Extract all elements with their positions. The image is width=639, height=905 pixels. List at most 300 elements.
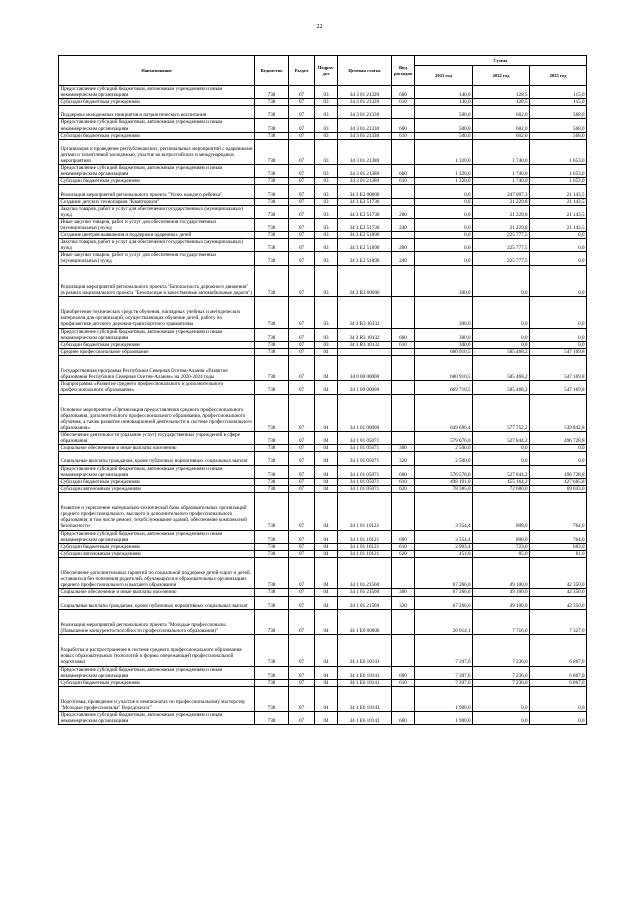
row-target-article: 34 3 01 21330 bbox=[338, 119, 392, 132]
row-section: 07 bbox=[289, 543, 315, 550]
row-section: 07 bbox=[289, 341, 315, 348]
row-subsection: 03 bbox=[315, 265, 338, 297]
row-section: 07 bbox=[289, 589, 315, 596]
row-sum-2022: 49 100,0 bbox=[473, 589, 530, 596]
row-expense-type: 200 bbox=[392, 239, 415, 252]
row-section: 07 bbox=[289, 686, 315, 711]
row-sum-2023: 547 169,8 bbox=[530, 355, 587, 380]
row-department: 738 bbox=[255, 530, 289, 543]
row-sum-2021: 300,0 bbox=[415, 341, 473, 348]
row-target-article: 34 3 01 21320 bbox=[338, 86, 392, 99]
table-row bbox=[59, 589, 587, 596]
row-expense-type bbox=[392, 232, 415, 239]
row-sum-2021: 680 910,5 bbox=[415, 355, 473, 380]
row-subsection: 04 bbox=[315, 530, 338, 543]
header-year-2023: 2023 год bbox=[530, 66, 587, 86]
row-sum-2021: 576 576,0 bbox=[415, 465, 473, 478]
row-target-article: 34 1 01 21560 bbox=[338, 589, 392, 596]
row-subsection: 03 bbox=[315, 297, 338, 329]
row-target-article: 34 1 01 05071 bbox=[338, 485, 392, 492]
row-target-article: 34 1 01 21560 bbox=[338, 596, 392, 609]
row-expense-type: 600 bbox=[392, 86, 415, 99]
row-subsection: 03 bbox=[315, 252, 338, 265]
row-expense-type: 320 bbox=[392, 452, 415, 465]
row-target-article: 34 3 E2 00000 bbox=[338, 185, 392, 198]
row-sum-2022: 1 740,0 bbox=[473, 165, 530, 178]
row-expense-type: 200 bbox=[392, 205, 415, 218]
row-expense-type: 610 bbox=[392, 543, 415, 550]
row-sum-2021: 498 191,0 bbox=[415, 478, 473, 485]
row-name: Предоставление субсидий бюджетным, автономным учреждениям и иным некоммерческим организациям bbox=[59, 86, 255, 99]
row-sum-2021: 500,0 bbox=[415, 119, 473, 132]
row-section: 07 bbox=[289, 205, 315, 218]
row-sum-2022: 0,0 bbox=[473, 328, 530, 341]
row-name: Реализация мероприятий регионального проекта "Безопасность дорожного движения" (в рамках национального проекта "Безопасные и качественные автомобильные дороги") bbox=[59, 265, 255, 297]
row-sum-2021: 649 696,4 bbox=[415, 394, 473, 432]
table-row bbox=[59, 328, 587, 341]
row-department: 738 bbox=[255, 609, 289, 634]
row-name: Приобретение технических средств обучения, наглядных учебных и методических материалов для организаций, осуществляющих обучение детей, работу по профилактике детского дорожно-транспортного травматизма bbox=[59, 297, 255, 329]
row-sum-2023: 21 143,5 bbox=[530, 218, 587, 231]
row-subsection: 04 bbox=[315, 432, 338, 445]
row-name: Иные закупки товаров, работ и услуг для обеспечения государственных (муниципальных) нужд bbox=[59, 252, 255, 265]
row-sum-2021: 300,0 bbox=[415, 265, 473, 297]
row-sum-2022: 128,5 bbox=[473, 86, 530, 99]
table-row bbox=[59, 178, 587, 185]
row-sum-2023: 21 143,5 bbox=[530, 198, 587, 205]
row-sum-2022: 7 716,0 bbox=[473, 609, 530, 634]
row-section: 07 bbox=[289, 557, 315, 589]
row-target-article: 34 3 01 21330 bbox=[338, 132, 392, 139]
row-target-article: 34 1 E6 10143 bbox=[338, 686, 392, 711]
row-expense-type bbox=[392, 198, 415, 205]
row-sum-2023: 0,0 bbox=[530, 445, 587, 452]
row-sum-2022: 225 777,5 bbox=[473, 239, 530, 252]
row-sum-2023: 0,0 bbox=[530, 265, 587, 297]
table-row bbox=[59, 432, 587, 445]
row-expense-type bbox=[392, 686, 415, 711]
row-department: 738 bbox=[255, 239, 289, 252]
row-sum-2022: 7 236,0 bbox=[473, 666, 530, 679]
row-expense-type bbox=[392, 557, 415, 589]
row-subsection: 03 bbox=[315, 165, 338, 178]
row-expense-type bbox=[392, 106, 415, 119]
row-sum-2023: 0,0 bbox=[530, 239, 587, 252]
row-target-article bbox=[338, 348, 392, 355]
row-expense-type: 240 bbox=[392, 218, 415, 231]
row-sum-2023: 0,0 bbox=[530, 232, 587, 239]
row-expense-type: 610 bbox=[392, 679, 415, 686]
row-sum-2023: 21 143,5 bbox=[530, 205, 587, 218]
row-target-article: 34 1 E6 10141 bbox=[338, 679, 392, 686]
table-row bbox=[59, 165, 587, 178]
row-sum-2022: 808,0 bbox=[473, 530, 530, 543]
row-target-article: 34 1 01 21560 bbox=[338, 557, 392, 589]
row-subsection: 04 bbox=[315, 609, 338, 634]
row-sum-2021: 67 266,0 bbox=[415, 557, 473, 589]
row-department: 738 bbox=[255, 297, 289, 329]
row-name: Государственная программа Республики Северная Осетия-Алания «Развитие образования Республики Северная Осетия-Алания» на 2020-2024 годы bbox=[59, 355, 255, 380]
row-sum-2021: 1 320,0 bbox=[415, 139, 473, 164]
row-department: 738 bbox=[255, 86, 289, 99]
row-subsection: 04 bbox=[315, 381, 338, 394]
table-row bbox=[59, 635, 587, 667]
table-row bbox=[59, 185, 587, 198]
row-subsection: 03 bbox=[315, 239, 338, 252]
table-row bbox=[59, 666, 587, 679]
row-sum-2021: 2 500,0 bbox=[415, 452, 473, 465]
row-section: 07 bbox=[289, 394, 315, 432]
row-name: Субсидии бюджетным учреждениям bbox=[59, 478, 255, 485]
row-department: 738 bbox=[255, 198, 289, 205]
row-sum-2023: 7 327,0 bbox=[530, 609, 587, 634]
row-name: Разработка и распространение в системе среднего профессионального образования новых образовательных технологий и формы опережающей профессиональной подготовки bbox=[59, 635, 255, 667]
row-subsection: 03 bbox=[315, 139, 338, 164]
row-sum-2022: 585 468,2 bbox=[473, 348, 530, 355]
row-name: Субсидии бюджетным учреждениям bbox=[59, 178, 255, 185]
row-sum-2022: 0,0 bbox=[473, 341, 530, 348]
row-expense-type bbox=[392, 492, 415, 530]
row-name: Субсидии автономным учреждениям bbox=[59, 550, 255, 557]
row-expense-type bbox=[392, 609, 415, 634]
row-sum-2021: 669 710,5 bbox=[415, 381, 473, 394]
table-row bbox=[59, 712, 587, 725]
row-name: Субсидии бюджетным учреждениям bbox=[59, 543, 255, 550]
row-sum-2023: 1 653,0 bbox=[530, 178, 587, 185]
row-sum-2021: 451,0 bbox=[415, 550, 473, 557]
table-row bbox=[59, 265, 587, 297]
row-subsection: 04 bbox=[315, 355, 338, 380]
table-row bbox=[59, 106, 587, 119]
row-department: 738 bbox=[255, 381, 289, 394]
table-row bbox=[59, 445, 587, 452]
row-subsection: 04 bbox=[315, 348, 338, 355]
row-section: 07 bbox=[289, 530, 315, 543]
row-name: Социальные выплаты гражданам, кроме публичных нормативных социальных выплат bbox=[59, 596, 255, 609]
row-sum-2023: 0,0 bbox=[530, 712, 587, 725]
row-subsection: 03 bbox=[315, 328, 338, 341]
table-row bbox=[59, 478, 587, 485]
row-section: 07 bbox=[289, 106, 315, 119]
row-sum-2021: 0,0 bbox=[415, 239, 473, 252]
table-row bbox=[59, 198, 587, 205]
row-expense-type: 600 bbox=[392, 712, 415, 725]
row-department: 738 bbox=[255, 712, 289, 725]
row-sum-2021: 500,0 bbox=[415, 132, 473, 139]
row-section: 07 bbox=[289, 666, 315, 679]
row-name: Предоставление субсидий бюджетным, автономным учреждениям и иным некоммерческим организациям bbox=[59, 165, 255, 178]
row-expense-type: 610 bbox=[392, 99, 415, 106]
row-expense-type bbox=[392, 139, 415, 164]
row-subsection: 03 bbox=[315, 218, 338, 231]
row-section: 07 bbox=[289, 252, 315, 265]
row-name: Иные закупки товаров, работ и услуг для обеспечения государственных (муниципальных) нужд bbox=[59, 218, 255, 231]
row-expense-type: 610 bbox=[392, 178, 415, 185]
row-name: Обеспечение деятельности (оказание услуг) государственных учреждений в сфере образования bbox=[59, 432, 255, 445]
row-target-article: 34 3 R3 10132 bbox=[338, 341, 392, 348]
row-name: Создание детских технопарков "Кванториум" bbox=[59, 198, 255, 205]
row-target-article: 34 1 01 10121 bbox=[338, 530, 392, 543]
row-subsection: 04 bbox=[315, 557, 338, 589]
row-sum-2022: 0,0 bbox=[473, 452, 530, 465]
row-sum-2022: 7 236,0 bbox=[473, 635, 530, 667]
row-subsection: 04 bbox=[315, 589, 338, 596]
row-sum-2021: 140,0 bbox=[415, 99, 473, 106]
row-target-article: 34 1 01 05071 bbox=[338, 445, 392, 452]
table-row bbox=[59, 252, 587, 265]
row-expense-type: 600 bbox=[392, 328, 415, 341]
row-section: 07 bbox=[289, 550, 315, 557]
row-expense-type bbox=[392, 297, 415, 329]
budget-table bbox=[58, 55, 587, 725]
row-sum-2021: 67 266,0 bbox=[415, 596, 473, 609]
row-department: 738 bbox=[255, 218, 289, 231]
row-name: Социальное обеспечение и иные выплаты населению bbox=[59, 589, 255, 596]
row-sum-2021: 20 014,1 bbox=[415, 609, 473, 634]
row-target-article: 34 3 E2 51890 bbox=[338, 239, 392, 252]
row-department: 738 bbox=[255, 348, 289, 355]
row-sum-2023: 683,0 bbox=[530, 543, 587, 550]
row-sum-2022: 72 680,0 bbox=[473, 485, 530, 492]
row-department: 738 bbox=[255, 205, 289, 218]
row-name: Субсидии бюджетным учреждениям bbox=[59, 99, 255, 106]
row-expense-type bbox=[392, 355, 415, 380]
header-subsection: Подраз-дел bbox=[315, 56, 338, 86]
table-row bbox=[59, 239, 587, 252]
row-subsection: 04 bbox=[315, 465, 338, 478]
row-subsection: 03 bbox=[315, 99, 338, 106]
row-subsection: 03 bbox=[315, 106, 338, 119]
row-sum-2021: 7 397,0 bbox=[415, 666, 473, 679]
row-sum-2023: 6 867,0 bbox=[530, 635, 587, 667]
row-section: 07 bbox=[289, 328, 315, 341]
row-name: Среднее профессиональное образование bbox=[59, 348, 255, 355]
row-name: Социальные выплаты гражданам, кроме публичных нормативных социальных выплат bbox=[59, 452, 255, 465]
table-row bbox=[59, 132, 587, 139]
row-target-article: 34 3 E2 51730 bbox=[338, 205, 392, 218]
row-sum-2023: 0,0 bbox=[530, 686, 587, 711]
row-expense-type: 320 bbox=[392, 596, 415, 609]
row-sum-2022: 1 740,0 bbox=[473, 178, 530, 185]
row-sum-2021: 7 397,0 bbox=[415, 635, 473, 667]
row-sum-2022: 0,0 bbox=[473, 265, 530, 297]
row-sum-2021: 500,0 bbox=[415, 106, 473, 119]
row-target-article: 34 0 00 00000 bbox=[338, 355, 392, 380]
row-sum-2022: 0,0 bbox=[473, 445, 530, 452]
row-section: 07 bbox=[289, 265, 315, 297]
row-sum-2022: 247 007,3 bbox=[473, 185, 530, 198]
table-row bbox=[59, 679, 587, 686]
row-target-article: 34 1 01 00000 bbox=[338, 394, 392, 432]
row-target-article: 34 1 01 10121 bbox=[338, 492, 392, 530]
row-sum-2022: 585 468,2 bbox=[473, 381, 530, 394]
row-department: 738 bbox=[255, 119, 289, 132]
row-target-article: 34 3 01 21380 bbox=[338, 139, 392, 164]
row-sum-2023: 764,0 bbox=[530, 530, 587, 543]
row-sum-2022: 21 229,8 bbox=[473, 198, 530, 205]
header-section: Раздел bbox=[289, 56, 315, 86]
row-section: 07 bbox=[289, 348, 315, 355]
row-department: 738 bbox=[255, 557, 289, 589]
row-sum-2023: 6 867,0 bbox=[530, 666, 587, 679]
row-sum-2021: 1 900,0 bbox=[415, 686, 473, 711]
row-name: Субсидии бюджетным учреждениям bbox=[59, 679, 255, 686]
row-section: 07 bbox=[289, 485, 315, 492]
row-target-article: 34 1 01 05071 bbox=[338, 432, 392, 445]
table-row bbox=[59, 550, 587, 557]
row-department: 738 bbox=[255, 232, 289, 239]
table-row bbox=[59, 341, 587, 348]
row-sum-2023: 1 653,0 bbox=[530, 139, 587, 164]
row-sum-2022: 49 100,0 bbox=[473, 557, 530, 589]
row-department: 738 bbox=[255, 445, 289, 452]
row-sum-2023: 0,0 bbox=[530, 452, 587, 465]
table-row bbox=[59, 218, 587, 231]
row-sum-2022: 455 164,2 bbox=[473, 478, 530, 485]
row-expense-type bbox=[392, 432, 415, 445]
header-sum: Сумма bbox=[415, 56, 587, 66]
row-target-article: 34 3 01 21330 bbox=[338, 106, 392, 119]
row-sum-2023: 539 842,8 bbox=[530, 394, 587, 432]
row-subsection: 03 bbox=[315, 119, 338, 132]
row-expense-type bbox=[392, 635, 415, 667]
header-expense-type: Вид расходов bbox=[392, 56, 415, 86]
table-row bbox=[59, 232, 587, 239]
row-sum-2022: 585 468,2 bbox=[473, 355, 530, 380]
row-sum-2021: 140,0 bbox=[415, 86, 473, 99]
table-row bbox=[59, 119, 587, 132]
row-name: Субсидии бюджетным учреждениям bbox=[59, 341, 255, 348]
table-row bbox=[59, 530, 587, 543]
row-target-article: 34 3 R3 00000 bbox=[338, 265, 392, 297]
row-section: 07 bbox=[289, 492, 315, 530]
row-subsection: 04 bbox=[315, 452, 338, 465]
row-department: 738 bbox=[255, 596, 289, 609]
row-department: 738 bbox=[255, 185, 289, 198]
row-sum-2021: 67 266,0 bbox=[415, 589, 473, 596]
row-department: 738 bbox=[255, 394, 289, 432]
row-sum-2021: 1 320,0 bbox=[415, 165, 473, 178]
row-name: Предоставление субсидий бюджетным, автономным учреждениям и иным некоммерческим организациям bbox=[59, 119, 255, 132]
row-department: 738 bbox=[255, 666, 289, 679]
row-target-article: 34 1 E6 10141 bbox=[338, 635, 392, 667]
row-sum-2021: 2 500,0 bbox=[415, 445, 473, 452]
row-expense-type bbox=[392, 265, 415, 297]
row-name: Организация и проведение республиканских, региональных мероприятий с одаренными детьми и талантливой молодежью, участие во всероссийских и международных мероприятиях bbox=[59, 139, 255, 164]
row-sum-2023: 568,0 bbox=[530, 106, 587, 119]
row-expense-type: 600 bbox=[392, 666, 415, 679]
row-department: 738 bbox=[255, 132, 289, 139]
row-sum-2023: 568,0 bbox=[530, 119, 587, 132]
row-target-article: 34 1 01 05071 bbox=[338, 452, 392, 465]
table-row bbox=[59, 557, 587, 589]
row-section: 07 bbox=[289, 185, 315, 198]
table-row bbox=[59, 99, 587, 106]
row-sum-2021: 1 900,0 bbox=[415, 712, 473, 725]
row-expense-type: 300 bbox=[392, 445, 415, 452]
row-sum-2023: 115,0 bbox=[530, 86, 587, 99]
row-sum-2022: 49 100,0 bbox=[473, 596, 530, 609]
row-sum-2022: 527 844,2 bbox=[473, 465, 530, 478]
row-expense-type: 240 bbox=[392, 252, 415, 265]
row-sum-2023: 0,0 bbox=[530, 297, 587, 329]
table-body bbox=[59, 86, 587, 725]
row-department: 738 bbox=[255, 635, 289, 667]
row-target-article: 34 1 01 05071 bbox=[338, 478, 392, 485]
row-target-article: 34 1 E6 10143 bbox=[338, 712, 392, 725]
row-expense-type: 610 bbox=[392, 132, 415, 139]
row-subsection: 03 bbox=[315, 178, 338, 185]
row-expense-type: 610 bbox=[392, 341, 415, 348]
row-section: 07 bbox=[289, 178, 315, 185]
table-row bbox=[59, 205, 587, 218]
row-department: 738 bbox=[255, 139, 289, 164]
row-name: Обеспечение дополнительных гарантий по социальной поддержке детей-сирот и детей, оставшихся без попечения родителей, обучающихся в образовательных организациях среднего профессионального и высшего образования bbox=[59, 557, 255, 589]
row-name: Предоставление субсидий бюджетным, автономным учреждениям и иным некоммерческим организациям bbox=[59, 465, 255, 478]
row-department: 738 bbox=[255, 492, 289, 530]
row-name: Субсидии бюджетным учреждениям bbox=[59, 132, 255, 139]
row-section: 07 bbox=[289, 232, 315, 239]
row-department: 738 bbox=[255, 355, 289, 380]
row-department: 738 bbox=[255, 478, 289, 485]
row-department: 738 bbox=[255, 178, 289, 185]
row-sum-2022: 85,0 bbox=[473, 550, 530, 557]
row-sum-2022: 577 752,2 bbox=[473, 394, 530, 432]
row-name: Развитие и укрепление материально-технической базы образовательных организаций среднего профессионального, высшего и дополнительного профессионального образования, в том числе ремонт, техобслуживание зданий, обеспечение комплексной безопасности bbox=[59, 492, 255, 530]
row-section: 07 bbox=[289, 478, 315, 485]
row-name: Предоставление субсидий бюджетным, автономным учреждениям и иным некоммерческим организациям bbox=[59, 712, 255, 725]
header-target-article: Целевая статья bbox=[338, 56, 392, 86]
row-expense-type bbox=[392, 381, 415, 394]
row-sum-2022: 0,0 bbox=[473, 712, 530, 725]
row-subsection: 03 bbox=[315, 132, 338, 139]
row-department: 738 bbox=[255, 106, 289, 119]
row-sum-2023: 6 867,0 bbox=[530, 679, 587, 686]
header-name: Наименование bbox=[59, 56, 255, 86]
table-row bbox=[59, 686, 587, 711]
row-target-article: 34 1 01 10121 bbox=[338, 550, 392, 557]
table-row bbox=[59, 485, 587, 492]
row-target-article: 34 3 01 21380 bbox=[338, 165, 392, 178]
row-name: Реализация мероприятий регионального проекта "Молодые профессионалы (Повышение конкурентоспособности профессионального образования)" bbox=[59, 609, 255, 634]
row-department: 738 bbox=[255, 589, 289, 596]
row-sum-2023: 0,0 bbox=[530, 252, 587, 265]
row-expense-type bbox=[392, 185, 415, 198]
row-subsection: 03 bbox=[315, 205, 338, 218]
row-name: Закупка товаров, работ и услуг для обеспечения государственных (муниципальных) нужд bbox=[59, 239, 255, 252]
row-sum-2023: 1 653,0 bbox=[530, 165, 587, 178]
row-expense-type bbox=[392, 348, 415, 355]
row-target-article: 34 3 E2 51730 bbox=[338, 218, 392, 231]
header-department: Ведомство bbox=[255, 56, 289, 86]
row-sum-2023: 81,0 bbox=[530, 550, 587, 557]
row-sum-2022: 0,0 bbox=[473, 297, 530, 329]
row-sum-2022: 7 236,0 bbox=[473, 679, 530, 686]
row-name: Субсидии автономным учреждениям bbox=[59, 485, 255, 492]
row-sum-2023: 0,0 bbox=[530, 341, 587, 348]
table-row bbox=[59, 297, 587, 329]
row-section: 07 bbox=[289, 218, 315, 231]
row-section: 07 bbox=[289, 452, 315, 465]
row-sum-2023: 547 169,8 bbox=[530, 381, 587, 394]
row-sum-2022: 128,5 bbox=[473, 99, 530, 106]
row-target-article: 34 3 E2 51730 bbox=[338, 198, 392, 205]
row-subsection: 03 bbox=[315, 86, 338, 99]
row-section: 07 bbox=[289, 239, 315, 252]
row-department: 738 bbox=[255, 265, 289, 297]
row-sum-2022: 602,0 bbox=[473, 132, 530, 139]
row-sum-2022: 527 844,2 bbox=[473, 432, 530, 445]
